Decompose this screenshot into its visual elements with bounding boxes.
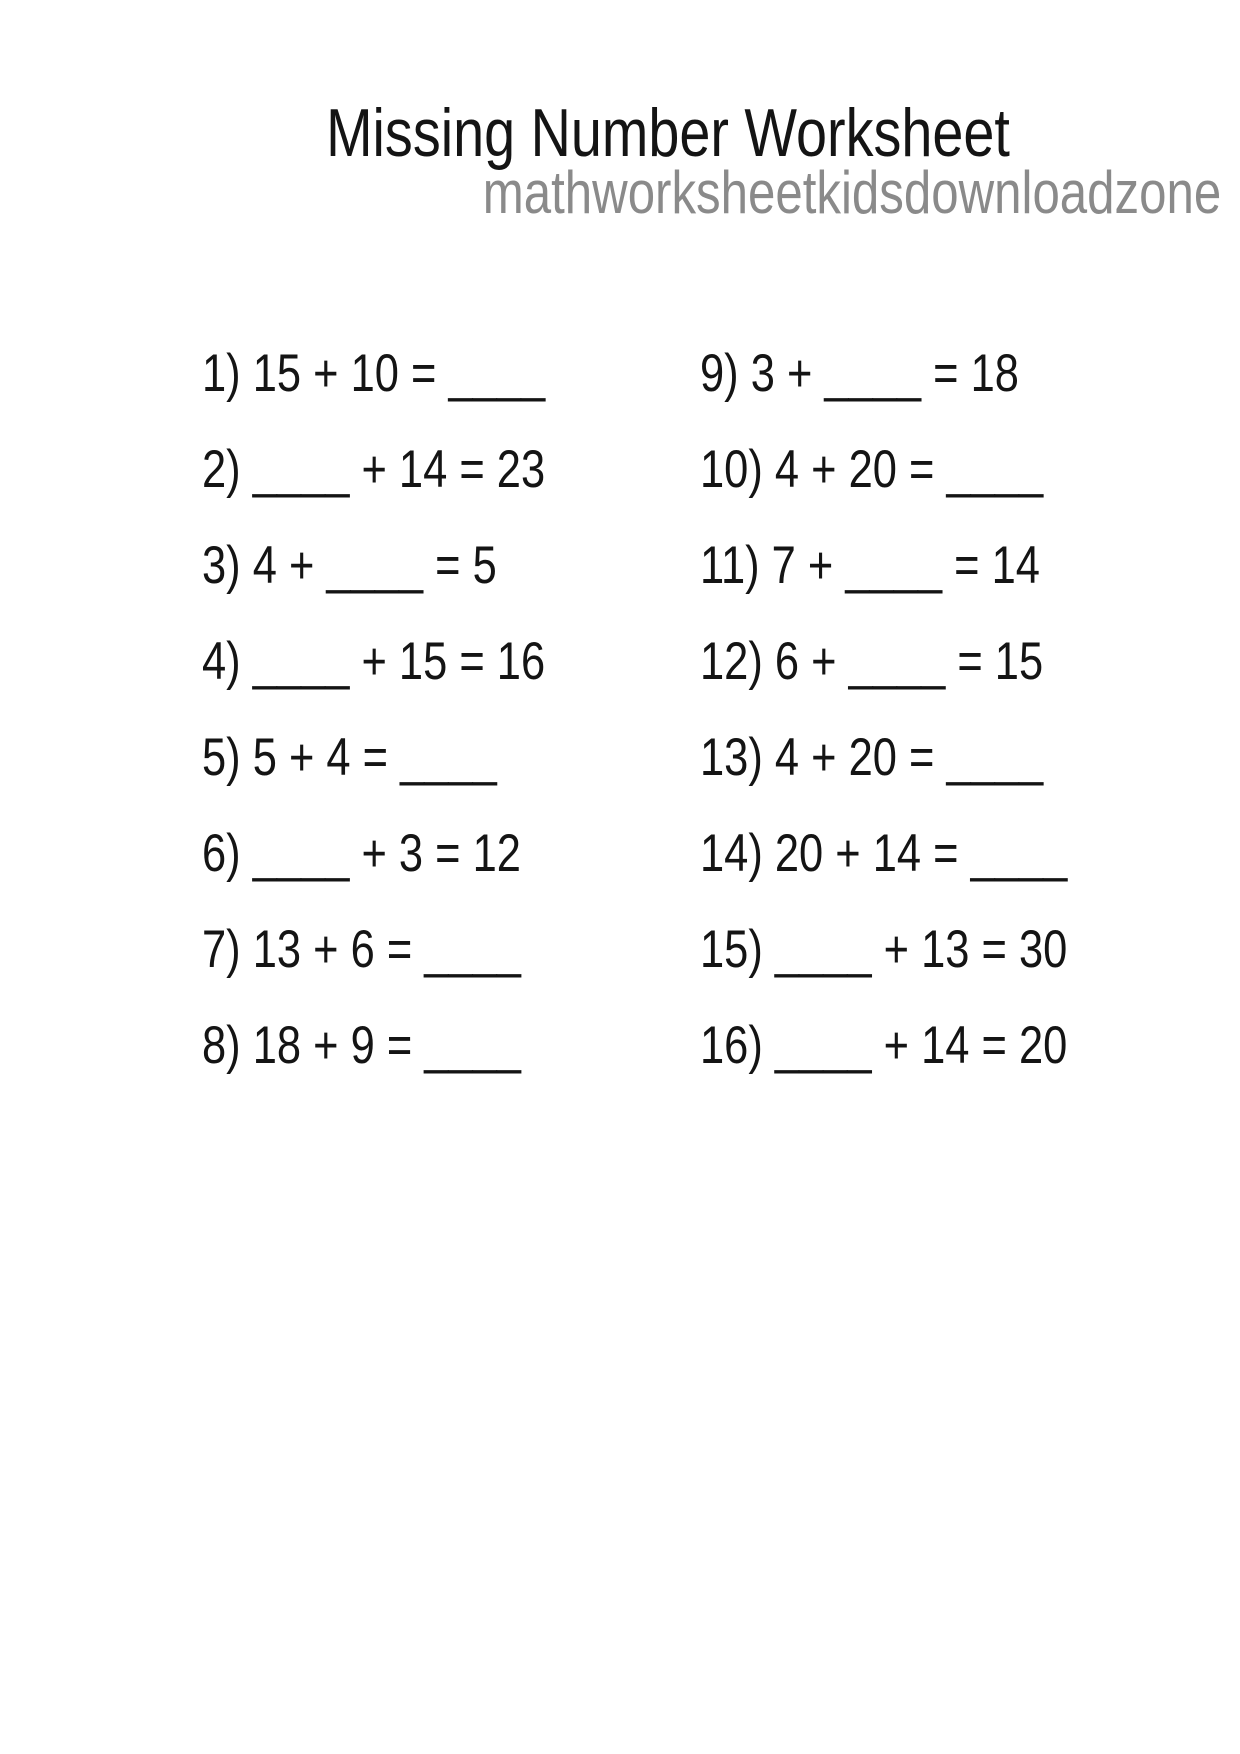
site-watermark: mathworksheetkidsdownloadzone (482, 159, 1222, 226)
problem-item: 12) 6 + ____ = 15 (700, 632, 1044, 691)
problems-column-right (700, 326, 1067, 1094)
problem-item: 9) 3 + ____ = 18 (700, 344, 1019, 403)
problem-item: 3) 4 + ____ = 5 (202, 536, 497, 595)
problem-item: 6) ____ + 3 = 12 (202, 824, 521, 883)
page-title: Missing Number Worksheet (326, 95, 1010, 171)
problem-item: 7) 13 + 6 = ____ (202, 920, 521, 979)
problems-column-left (202, 326, 545, 1094)
problem-item: 8) 18 + 9 = ____ (202, 1016, 521, 1075)
problem-item: 16) ____ + 14 = 20 (700, 1016, 1068, 1075)
problem-item: 13) 4 + 20 = ____ (700, 728, 1044, 787)
problem-item: 15) ____ + 13 = 30 (700, 920, 1068, 979)
problem-item: 2) ____ + 14 = 23 (202, 440, 546, 499)
problem-item: 10) 4 + 20 = ____ (700, 440, 1044, 499)
problem-item: 1) 15 + 10 = ____ (202, 344, 546, 403)
problem-item: 5) 5 + 4 = ____ (202, 728, 497, 787)
problem-item: 11) 7 + ____ = 14 (700, 536, 1040, 595)
problem-item: 14) 20 + 14 = ____ (700, 824, 1068, 883)
problem-item: 4) ____ + 15 = 16 (202, 632, 546, 691)
